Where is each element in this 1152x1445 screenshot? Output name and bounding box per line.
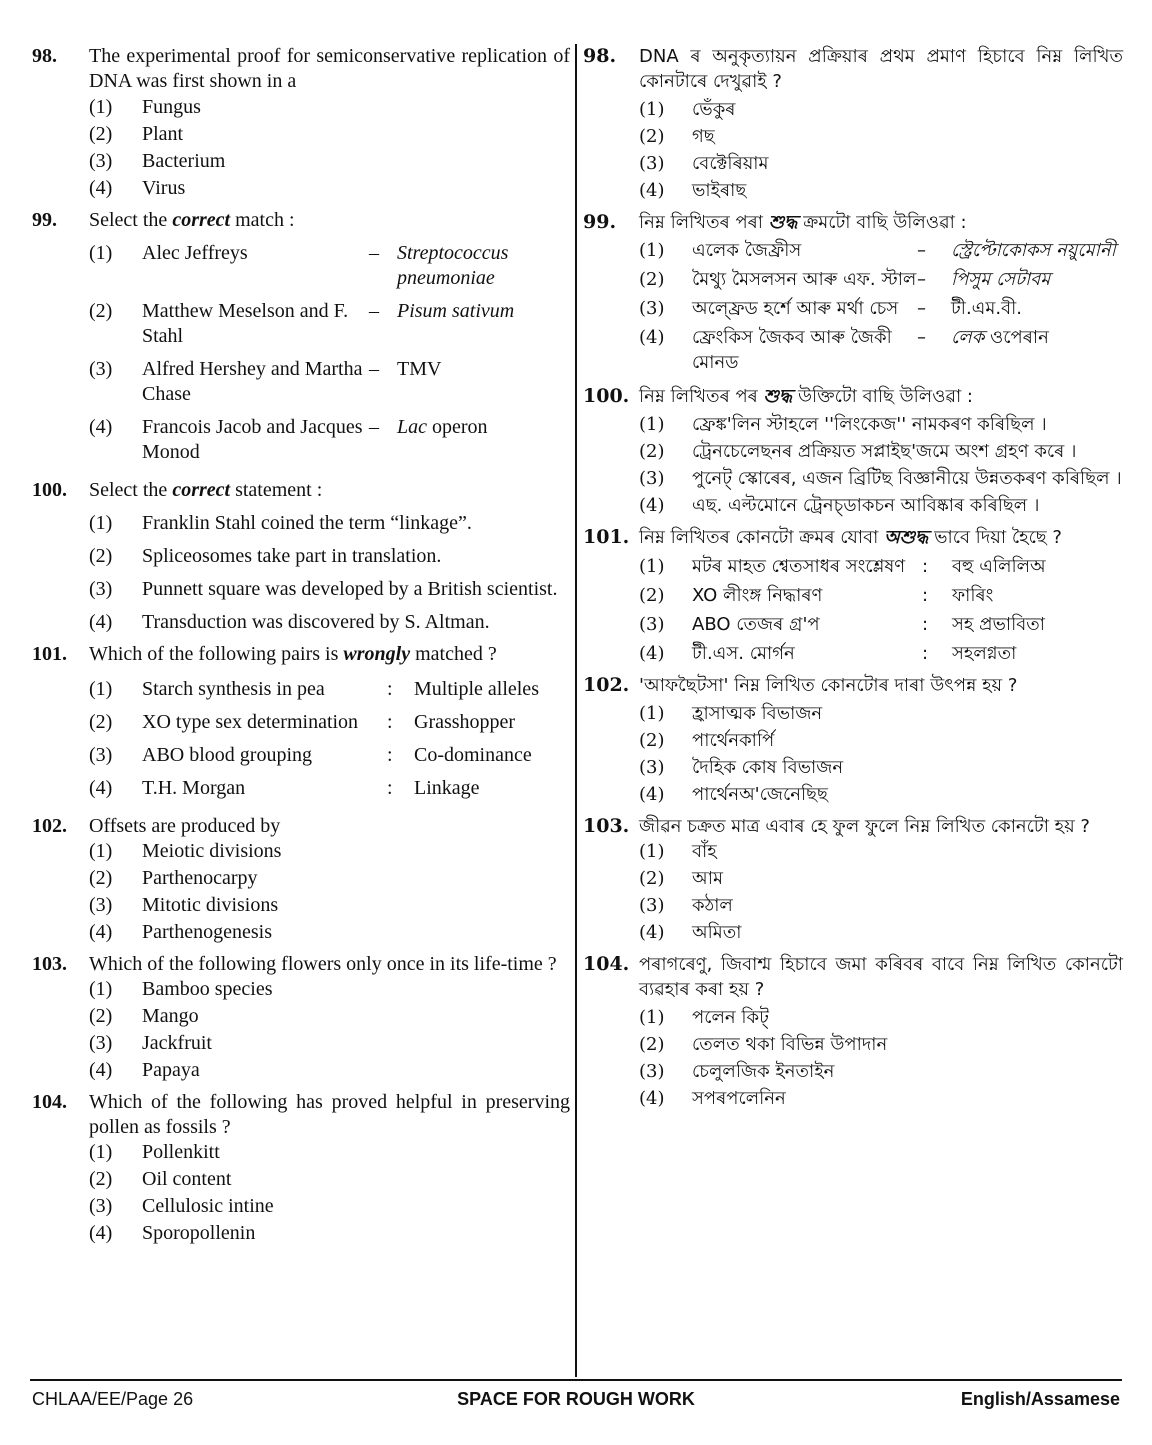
option: (1) ভেঁকুৰ xyxy=(639,99,736,120)
option: (3) Bacterium xyxy=(89,150,226,172)
question-text: নিম্ন লিখিতৰ কোনটো ক্ৰমৰ যোবা অশুদ্ধ ভাবে দিয়া হৈছে ? xyxy=(639,527,1062,548)
question-101-as xyxy=(583,525,1123,668)
language-label: English/Assamese xyxy=(960,1389,1120,1409)
question-number: 99. xyxy=(32,209,57,231)
option: (2) Mango xyxy=(89,1005,199,1027)
option: (1) ফ্ৰেঙ্ক'লিন স্টাহলে ''লিংকেজ'' নামকৰণ কৰিছিল । xyxy=(639,414,1047,435)
question-text: DNA ৰ অনুকৃত্যায়ন প্ৰক্ৰিয়াৰ প্ৰথম প্ৰমাণ হিচাবে নিম্ন লিখিত কোনটাৰে দেখুৱাই ? xyxy=(639,46,1123,92)
question-number: 102. xyxy=(583,674,630,696)
question-103-en xyxy=(32,952,570,1085)
option: (2) গছ xyxy=(639,126,715,147)
option: (3) বেক্টেৰিয়াম xyxy=(639,153,769,174)
pair-row: (4) টী.এস. মোৰ্গন : সহলগ্নতা xyxy=(639,643,1017,664)
question-text: Select the correct match : xyxy=(89,209,295,231)
question-text: Select the correct statement : xyxy=(89,479,323,501)
question-98-as xyxy=(583,44,1123,205)
match-row: (2) Matthew Meselson and F. Stahl – Pisum sativum xyxy=(89,300,515,347)
question-number: 98. xyxy=(32,45,57,67)
question-number: 101. xyxy=(32,643,67,665)
question-text: Which of the following flowers only once in its life-time ? xyxy=(89,953,557,975)
pair-row: (1) মটৰ মাহত শ্বেতসাধৰ সংশ্লেষণ : বহু এলিলিঅ xyxy=(639,556,1046,577)
question-number: 100. xyxy=(32,479,67,501)
question-104-as xyxy=(583,952,1123,1113)
option: (3) পুনেট্ স্কোৰেৰ, এজন ব্ৰিটিছ বিজ্ঞানীয়ে উন্নতকৰণ কৰিছিল । xyxy=(639,468,1122,489)
option: (2) Spliceosomes take part in translation. xyxy=(89,545,442,567)
match-row: (3) অল্ফ্ৰেড হৰ্শে আৰু মৰ্থা চেস – টী.এম.বী. xyxy=(639,298,1022,319)
pair-row: (3) ABO তেজৰ গ্ৰ'প : সহ প্ৰভাবিতা xyxy=(639,614,1046,635)
option: (2) তেলত থকা বিভিন্ন উপাদান xyxy=(639,1034,888,1055)
option: (1) বাঁহ xyxy=(639,841,717,862)
option: (4) Parthenogenesis xyxy=(89,921,272,943)
option: (4) সপৰপলেনিন xyxy=(639,1088,786,1109)
question-number: 104. xyxy=(32,1091,67,1113)
option: (3) কঠাল xyxy=(639,895,733,916)
match-row: (1) এলেক জৈফ্ৰীস – স্ট্ৰেপ্টোকোকস নয়ুমোনী xyxy=(639,240,1116,261)
question-text: Offsets are produced by xyxy=(89,815,281,837)
pair-row: (2) XO লীংঙ্গ নিদ্ধাৰণ : ফাৰিং xyxy=(639,585,994,606)
option: (2) আম xyxy=(639,868,723,889)
question-text: জীৱন চক্ৰত মাত্ৰ এবাৰ হে ফুল ফুলে নিম্ন লিখিত কোনটো হয় ? xyxy=(639,816,1090,837)
option: (3) Jackfruit xyxy=(89,1032,212,1054)
question-number: 100. xyxy=(583,385,630,407)
question-number: 101. xyxy=(583,526,630,548)
option: (1) পলেন কিট্ xyxy=(639,1007,769,1028)
pair-row: (4) T.H. Morgan : Linkage xyxy=(89,777,480,799)
question-number: 99. xyxy=(583,211,617,233)
question-number: 102. xyxy=(32,815,67,837)
option: (1) Meiotic divisions xyxy=(89,840,282,862)
question-text: নিম্ন লিখিতৰ পৰা শুদ্ধ ক্ৰমটো বাছি উলিওৱা : xyxy=(639,212,967,233)
match-row: (4) ফ্ৰেংকিস জৈকব আৰু জৈকী মোনড – লেক ওপেৰান xyxy=(639,327,1049,373)
match-row: (4) Francois Jacob and Jacques Monod – Lac operon xyxy=(89,416,488,463)
question-text: পৰাগৰেণু, জিবাশ্ম হিচাবে জমা কৰিবৰ বাবে নিম্ন লিখিত কোনটো ব্যৱহাৰ কৰা হয় ? xyxy=(639,954,1123,1000)
question-98-en xyxy=(32,44,570,203)
question-103-as xyxy=(583,814,1123,947)
assamese-column xyxy=(583,44,1123,1377)
option: (3) দৈহিক কোষ বিভাজন xyxy=(639,757,844,778)
option: (1) Franklin Stahl coined the term “linkage”. xyxy=(89,512,472,534)
option: (1) হ্ৰাসাত্মক বিভাজন xyxy=(639,703,823,724)
option: (3) চেলুলজিক ইনতাইন xyxy=(639,1061,835,1082)
match-row: (3) Alfred Hershey and Martha Chase – TMV xyxy=(89,358,442,405)
question-text: Which of the following pairs is wrongly matched ? xyxy=(89,643,497,665)
pair-row: (3) ABO blood grouping : Co-dominance xyxy=(89,744,532,766)
match-row: (1) Alec Jeffreys – Streptococcus pneumoniae xyxy=(89,242,509,289)
question-text: The experimental proof for semiconservative replication of DNA was first shown in a xyxy=(89,45,570,92)
option: (1) Pollenkitt xyxy=(89,1141,220,1163)
question-104-en xyxy=(32,1090,570,1248)
question-text: Which of the following has proved helpful in preserving pollen as fossils ? xyxy=(89,1091,570,1138)
question-102-as xyxy=(583,673,1123,809)
page-code: CHLAA/EE/Page 26 xyxy=(32,1389,194,1409)
option: (1) Bamboo species xyxy=(89,978,273,1000)
question-101-en xyxy=(32,642,570,809)
option: (1) Fungus xyxy=(89,96,201,118)
option: (2) ট্ৰেনচেলেছনৰ প্ৰক্ৰিয়ত সপ্লাইছ'জমে অংশ গ্ৰহণ কৰে । xyxy=(639,441,1077,462)
rough-work-label: SPACE FOR ROUGH WORK xyxy=(457,1389,695,1409)
option: (3) Mitotic divisions xyxy=(89,894,279,916)
option: (2) Oil content xyxy=(89,1168,232,1190)
option: (4) Papaya xyxy=(89,1059,200,1081)
question-number: 104. xyxy=(583,953,630,975)
question-number: 98. xyxy=(583,45,617,67)
option: (4) এছ. এল্টমোনে ট্ৰেনচ্ডাকচন আবিষ্কাৰ কৰিছিল । xyxy=(639,495,1040,516)
option: (2) Plant xyxy=(89,123,184,145)
question-99-en xyxy=(32,208,570,473)
option: (4) পাৰ্থেনঅ'জেনেছিছ xyxy=(639,784,828,805)
option: (2) পাৰ্থেনকাৰ্পি xyxy=(639,730,775,751)
question-102-en xyxy=(32,814,570,947)
english-column xyxy=(32,44,570,1377)
pair-row: (1) Starch synthesis in pea : Multiple alleles xyxy=(89,678,539,700)
option: (2) Parthenocarpy xyxy=(89,867,258,889)
option: (3) Punnett square was developed by a British scientist. xyxy=(89,578,558,600)
pair-row: (2) XO type sex determination : Grasshopper xyxy=(89,711,516,733)
question-number: 103. xyxy=(32,953,67,975)
question-99-as xyxy=(583,210,1123,379)
question-text: 'আফছৈটসা' নিম্ন লিখিত কোনটোৰ দাৰা উৎপন্ন হয় ? xyxy=(639,675,1018,696)
option: (4) Virus xyxy=(89,177,186,199)
page-footer xyxy=(32,1389,1120,1415)
option: (4) অমিতা xyxy=(639,922,742,943)
question-100-as xyxy=(583,384,1123,520)
footer-rule xyxy=(30,1379,1122,1381)
question-number: 103. xyxy=(583,815,630,837)
match-row: (2) মৈথ্যু মৈসলসন আৰু এফ. স্টাল – পিসুম সেটাবম xyxy=(639,269,1051,290)
question-100-en xyxy=(32,478,570,637)
option: (4) Sporopollenin xyxy=(89,1222,256,1244)
column-divider xyxy=(575,44,577,1377)
option: (3) Cellulosic intine xyxy=(89,1195,274,1217)
option: (4) ভাইৰাছ xyxy=(639,180,747,201)
question-text: নিম্ন লিখিতৰ পৰ শুদ্ধ উক্তিটো বাছি উলিওৱা : xyxy=(639,386,973,407)
option: (4) Transduction was discovered by S. Altman. xyxy=(89,611,490,633)
